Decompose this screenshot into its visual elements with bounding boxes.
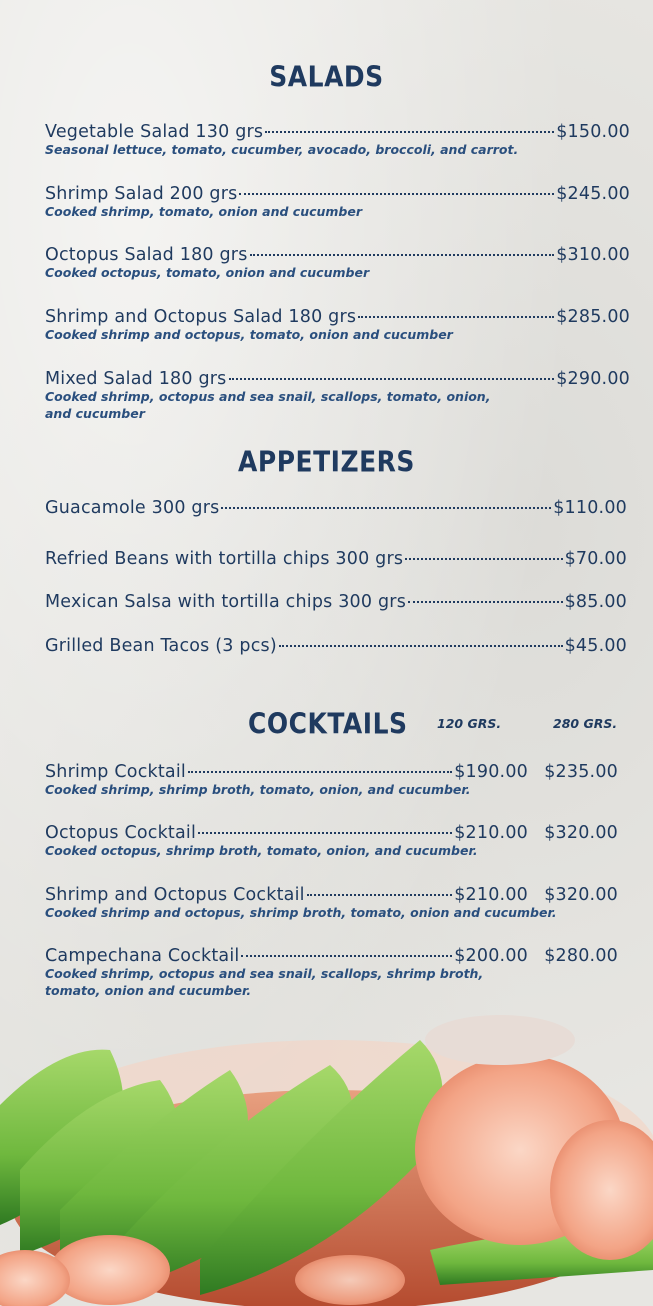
size-label-small: 120 GRS. bbox=[437, 716, 502, 731]
menu-item-campechana-cocktail bbox=[45, 946, 618, 1000]
leader-dots bbox=[405, 558, 562, 560]
item-price-large: $320.00 bbox=[544, 823, 618, 843]
item-name: Refried Beans with tortilla chips 300 grs bbox=[45, 549, 404, 569]
leader-dots bbox=[307, 894, 453, 896]
item-price: $85.00 bbox=[564, 592, 627, 612]
menu-item-octopus-cocktail bbox=[45, 823, 618, 860]
item-description: Cooked shrimp and octopus, shrimp broth, tomato, onion and cucumber. bbox=[45, 905, 557, 920]
item-price-small: $200.00 bbox=[454, 946, 528, 966]
item-description-continued: and cucumber bbox=[45, 406, 145, 421]
menu-item-guacamole bbox=[45, 498, 627, 518]
salads-heading: SALADS bbox=[269, 59, 384, 94]
menu-item-shrimp-octopus-salad bbox=[45, 307, 630, 344]
item-price: $45.00 bbox=[564, 636, 627, 656]
item-description: Cooked shrimp, octopus and sea snail, scallops, shrimp broth, bbox=[45, 966, 484, 981]
item-description: Cooked shrimp, octopus and sea snail, scallops, tomato, onion, bbox=[45, 389, 491, 404]
menu-item-mixed-salad bbox=[45, 369, 630, 423]
appetizers-heading: APPETIZERS bbox=[238, 444, 415, 479]
leader-dots bbox=[265, 131, 554, 133]
leader-dots bbox=[408, 601, 563, 603]
item-description: Seasonal lettuce, tomato, cucumber, avocado, broccoli, and carrot. bbox=[45, 142, 519, 157]
item-price: $150.00 bbox=[556, 122, 630, 142]
item-price-small: $210.00 bbox=[454, 823, 528, 843]
item-price: $245.00 bbox=[556, 184, 630, 204]
menu-item-shrimp-salad bbox=[45, 184, 630, 221]
leader-dots bbox=[198, 832, 452, 834]
menu-item-grilled-bean-tacos bbox=[45, 636, 627, 656]
leader-dots bbox=[188, 771, 452, 773]
item-name: Mixed Salad 180 grs bbox=[45, 369, 227, 389]
item-name: Shrimp and Octopus Cocktail bbox=[45, 885, 305, 905]
item-description: Cooked shrimp and octopus, tomato, onion and cucumber bbox=[45, 327, 453, 342]
menu-item-mexican-salsa bbox=[45, 592, 627, 612]
leader-dots bbox=[279, 645, 563, 647]
shrimp-cocktail-photo bbox=[0, 1010, 653, 1306]
item-price-small: $210.00 bbox=[454, 885, 528, 905]
item-name: Octopus Salad 180 grs bbox=[45, 245, 248, 265]
item-description: Cooked octopus, tomato, onion and cucumber bbox=[45, 265, 370, 280]
menu-item-vegetable-salad bbox=[45, 122, 630, 159]
leader-dots bbox=[229, 378, 555, 380]
item-name: Guacamole 300 grs bbox=[45, 498, 220, 518]
item-description: Cooked shrimp, shrimp broth, tomato, onion, and cucumber. bbox=[45, 782, 471, 797]
item-name: Octopus Cocktail bbox=[45, 823, 197, 843]
menu-item-shrimp-octopus-cocktail bbox=[45, 885, 618, 922]
leader-dots bbox=[250, 254, 555, 256]
item-price-small: $190.00 bbox=[454, 762, 528, 782]
leader-dots bbox=[239, 193, 554, 195]
menu-item-refried-beans bbox=[45, 549, 627, 569]
item-description: Cooked octopus, shrimp broth, tomato, onion, and cucumber. bbox=[45, 843, 478, 858]
leader-dots bbox=[241, 955, 452, 957]
item-price-large: $320.00 bbox=[544, 885, 618, 905]
leader-dots bbox=[358, 316, 554, 318]
item-price: $110.00 bbox=[553, 498, 627, 518]
item-name: Shrimp and Octopus Salad 180 grs bbox=[45, 307, 357, 327]
item-price: $290.00 bbox=[556, 369, 630, 389]
item-name: Campechana Cocktail bbox=[45, 946, 240, 966]
item-price-large: $280.00 bbox=[544, 946, 618, 966]
item-price: $70.00 bbox=[564, 549, 627, 569]
item-name: Vegetable Salad 130 grs bbox=[45, 122, 264, 142]
item-price: $310.00 bbox=[556, 245, 630, 265]
menu-item-shrimp-cocktail bbox=[45, 762, 618, 799]
item-description-continued: tomato, onion and cucumber. bbox=[45, 983, 252, 998]
item-name: Shrimp Salad 200 grs bbox=[45, 184, 238, 204]
item-name: Mexican Salsa with tortilla chips 300 grs bbox=[45, 592, 407, 612]
item-name: Shrimp Cocktail bbox=[45, 762, 186, 782]
menu-item-octopus-salad bbox=[45, 245, 630, 282]
cocktails-heading: COCKTAILS bbox=[248, 706, 408, 741]
leader-dots bbox=[221, 507, 551, 509]
item-name: Grilled Bean Tacos (3 pcs) bbox=[45, 636, 277, 656]
item-price: $285.00 bbox=[556, 307, 630, 327]
size-label-large: 280 GRS. bbox=[553, 716, 618, 731]
item-price-large: $235.00 bbox=[544, 762, 618, 782]
item-description: Cooked shrimp, tomato, onion and cucumber bbox=[45, 204, 363, 219]
